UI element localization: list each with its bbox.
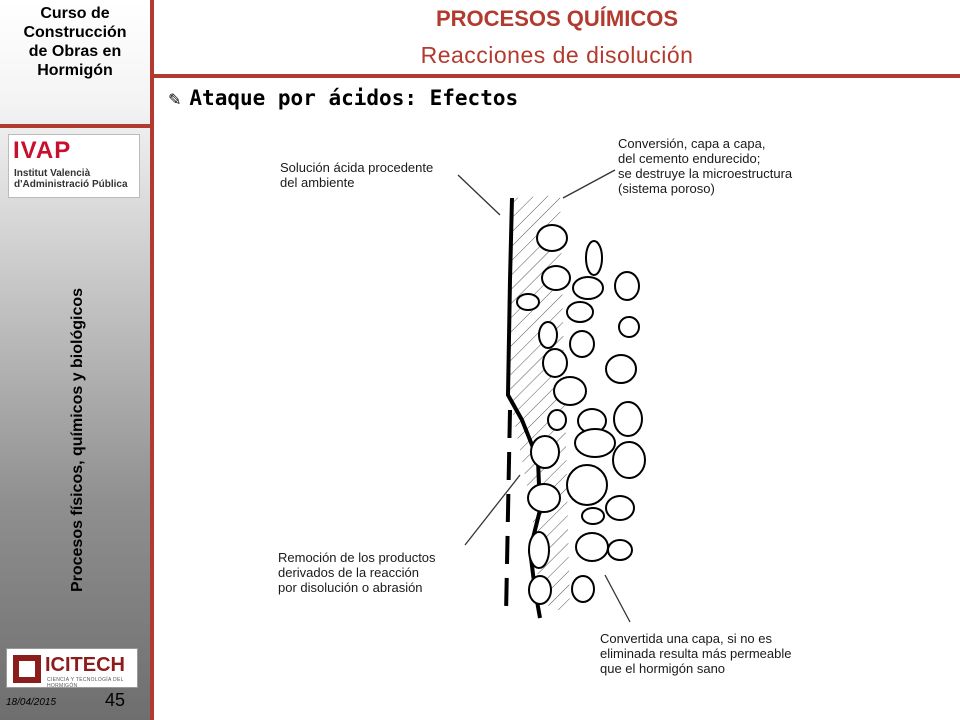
original-surface-line — [506, 410, 510, 615]
icitech-logo — [6, 648, 138, 688]
label-converted-layer: Convertida una capa, si no es eliminada resulta más permeable que el hormigón sano — [600, 631, 792, 676]
bullet-text: Ataque por ácidos: Efectos — [189, 86, 519, 110]
icitech-logo-tagline: CIENCIA Y TECNOLOGÍA DEL HORMIGÓN — [47, 677, 124, 689]
slide-title: PROCESOS QUÍMICOS — [435, 6, 679, 31]
pencil-icon: ✎ — [168, 90, 182, 109]
header-rule — [150, 74, 960, 78]
course-line: Curso de — [40, 5, 110, 22]
course-line: Hormigón — [37, 62, 113, 79]
icitech-mark-inner — [19, 661, 35, 677]
slide-date: 18/04/2015 — [6, 697, 57, 708]
icitech-logo-name: ICITECH — [45, 654, 125, 676]
course-title — [0, 4, 150, 80]
ivap-logo-line: Institut Valencià — [14, 168, 91, 179]
label-acid-solution: Solución ácida procedente del ambiente — [280, 160, 434, 190]
sidebar-vertical-rule — [150, 0, 154, 720]
ivap-logo-text — [14, 168, 140, 190]
ivap-logo-acronym: IVAP — [13, 137, 72, 164]
page-number: 45 — [105, 690, 126, 710]
section-vertical-title: Procesos físicos, químicos y biológicos — [69, 287, 86, 593]
course-line: Construcción — [23, 24, 127, 41]
label-product-removal: Remoción de los productos derivados de la reacción por disolución o abrasión — [278, 550, 436, 595]
ivap-logo — [8, 134, 140, 198]
bullet-point — [168, 86, 518, 110]
slide-subtitle: Reacciones de disolución — [420, 42, 694, 68]
ivap-logo-line: d'Administració Pública — [14, 179, 128, 190]
acid-attack-diagram — [260, 130, 880, 680]
course-line: de Obras en — [28, 43, 122, 60]
sidebar-divider — [0, 124, 150, 128]
label-layer-conversion: Conversión, capa a capa, del cemento endurecido; se destruye la microestructura (sistema poroso) — [618, 136, 793, 196]
